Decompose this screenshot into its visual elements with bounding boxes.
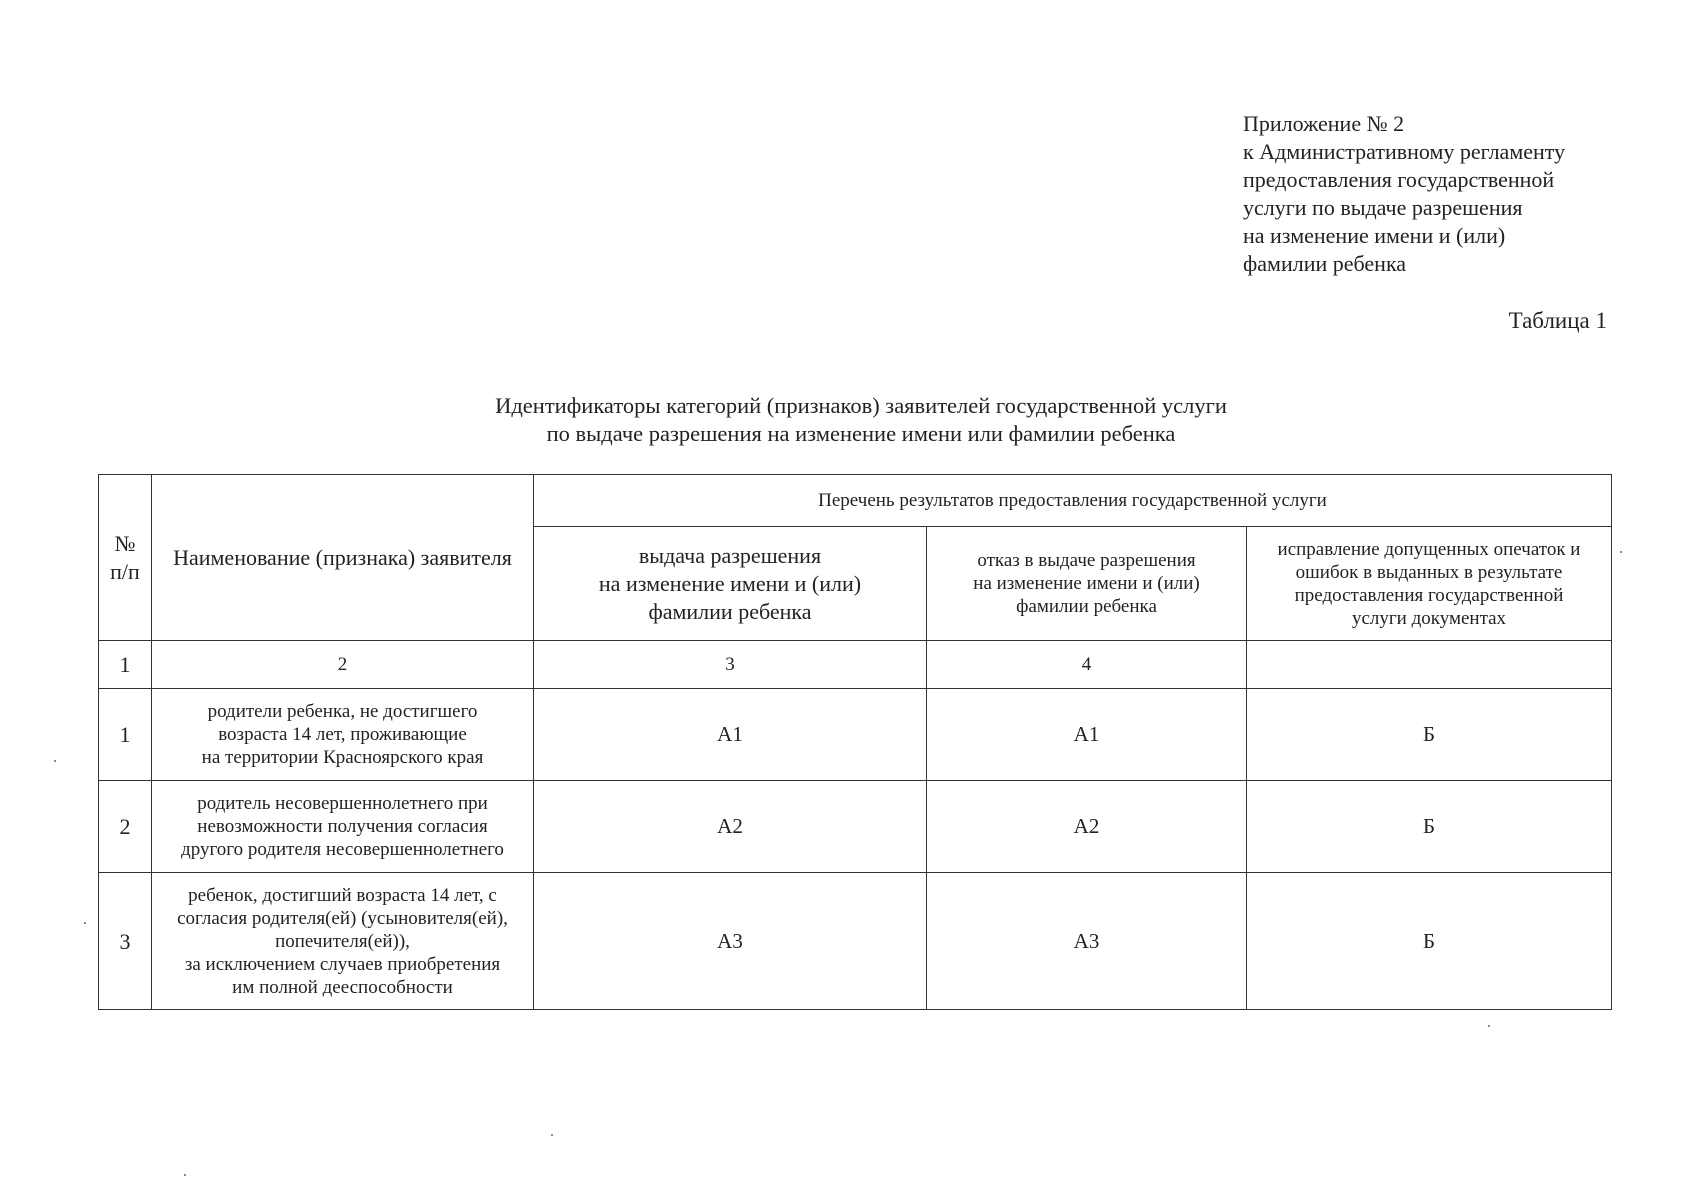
header-col4-line: фамилии ребенка [1016, 596, 1157, 617]
row-number: 2 [99, 781, 152, 873]
row-number: 3 [99, 873, 152, 1010]
result-code: А1 [534, 689, 927, 781]
appendix-line: на изменение имени и (или) [1243, 223, 1506, 248]
table-header-row [99, 475, 1612, 527]
header-col5-line: исправление допущенных опечаток и [1277, 538, 1581, 560]
header-num-line: № [114, 530, 136, 556]
appendix-note [1243, 110, 1565, 278]
appendix-line: услуги по выдаче разрешения [1243, 195, 1523, 220]
table-row [99, 873, 1612, 1010]
category-line: за исключением случаев приобретения [184, 953, 501, 975]
appendix-line: фамилии ребенка [1243, 251, 1407, 276]
header-col5 [1247, 527, 1612, 641]
header-col3-line: на изменение имени и (или) [598, 570, 862, 596]
result-code: А3 [534, 873, 927, 1010]
header-col4-line: отказ в выдаче разрешения [977, 550, 1196, 571]
scan-speck [1488, 1025, 1490, 1027]
header-col3-line: фамилии ребенка [648, 598, 812, 624]
identifiers-table [98, 474, 1612, 1010]
category-line: возраста 14 лет, проживающие [218, 724, 467, 745]
category-line: им полной дееспособности [232, 976, 453, 998]
applicant-category [152, 689, 534, 781]
applicant-category [152, 873, 534, 1010]
applicant-category [152, 781, 534, 873]
result-code: Б [1247, 873, 1612, 1010]
category-line: на территории Красноярского края [201, 747, 484, 768]
title-line-1: Идентификаторы категорий (признаков) заявителей государственной услуги [495, 393, 1227, 418]
scan-speck [551, 1134, 553, 1136]
category-line: согласия родителя(ей) (усыновителя(ей), [177, 907, 508, 929]
category-line: родители ребенка, не достигшего [207, 701, 478, 722]
column-number: 4 [927, 641, 1247, 689]
header-col3-line: выдача разрешения [638, 542, 822, 568]
appendix-line: предоставления государственной [1243, 167, 1555, 192]
header-col5-line: услуги документах [1351, 607, 1507, 629]
result-code: А2 [534, 781, 927, 873]
table-label: Таблица 1 [1508, 308, 1607, 333]
scan-speck [1620, 551, 1622, 553]
category-line: родитель несовершеннолетнего при [197, 793, 488, 814]
category-line: попечителя(ей)), [275, 930, 410, 952]
appendix-line: к Административному регламенту [1243, 139, 1566, 164]
category-line: другого родителя несовершеннолетнего [181, 839, 504, 860]
table-row [99, 689, 1612, 781]
header-col5-line: предоставления государственной [1294, 584, 1564, 606]
scan-speck [84, 922, 86, 924]
header-num [99, 475, 152, 641]
scan-speck [54, 760, 56, 762]
category-line: невозможности получения согласия [197, 816, 488, 837]
column-number: 3 [534, 641, 927, 689]
header-num-line: п/п [110, 558, 140, 584]
scan-speck [184, 1174, 186, 1176]
title-line-2: по выдаче разрешения на изменение имени или фамилии ребенка [546, 421, 1176, 446]
column-number: 2 [152, 641, 534, 689]
header-col4 [927, 527, 1247, 641]
result-code: Б [1247, 781, 1612, 873]
table-row [99, 781, 1612, 873]
result-code: А3 [927, 873, 1247, 1010]
header-col4-line: на изменение имени и (или) [973, 573, 1200, 594]
header-col3 [534, 527, 927, 641]
column-numbering-row [99, 641, 1612, 689]
header-col5-line: ошибок в выданных в результате [1295, 561, 1563, 583]
column-number [1247, 641, 1612, 689]
header-results-group: Перечень результатов предоставления государственной услуги [534, 475, 1612, 527]
document-title [300, 392, 1422, 448]
row-number: 1 [99, 689, 152, 781]
appendix-line: Приложение № 2 [1243, 111, 1405, 136]
result-code: А2 [927, 781, 1247, 873]
result-code: А1 [927, 689, 1247, 781]
header-name: Наименование (признака) заявителя [152, 475, 534, 641]
category-line: ребенок, достигший возраста 14 лет, с [188, 884, 497, 906]
result-code: Б [1247, 689, 1612, 781]
column-number: 1 [99, 641, 152, 689]
